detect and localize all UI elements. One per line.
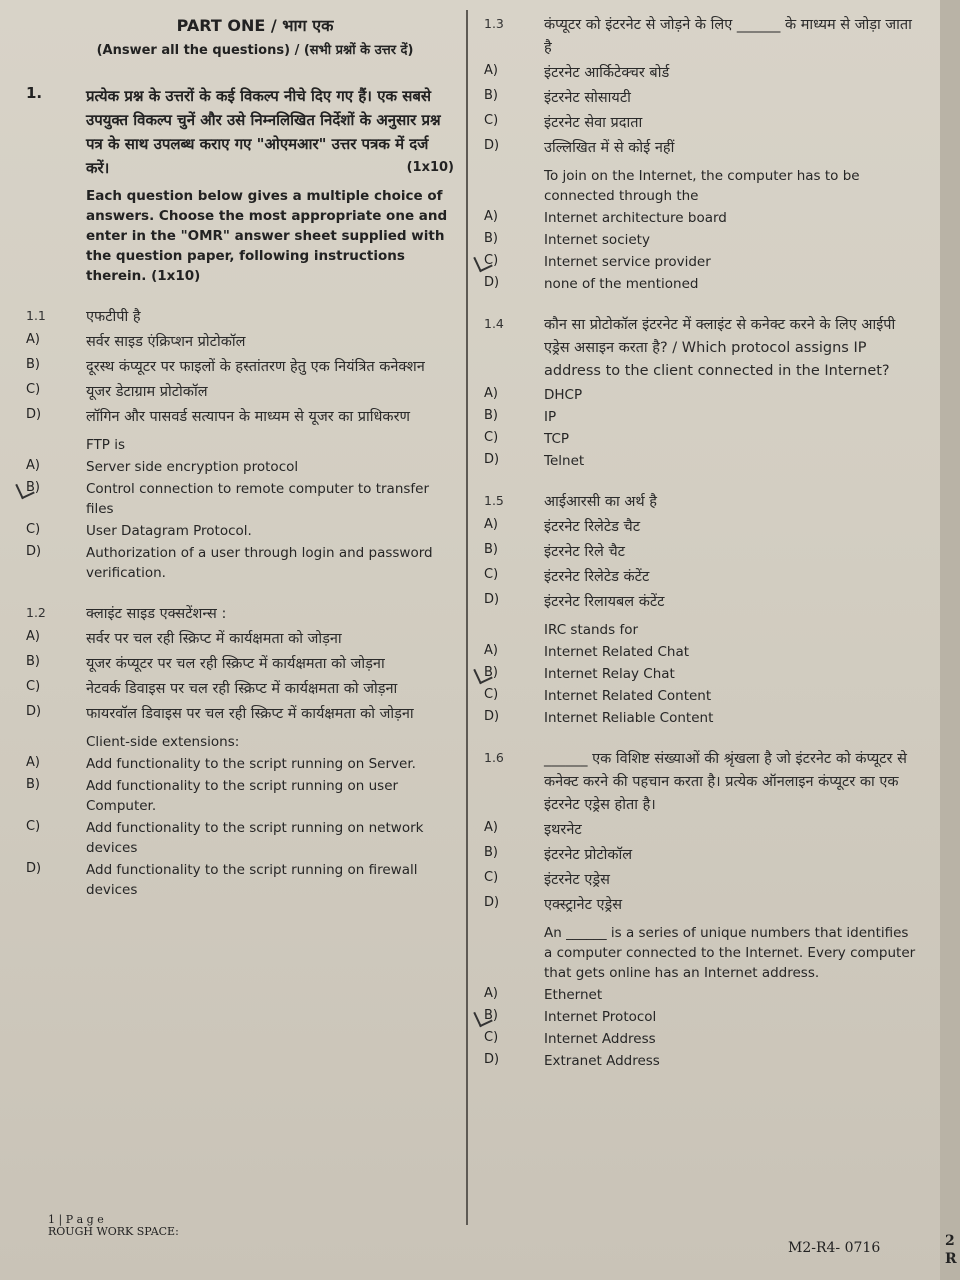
- option-letter: A): [484, 209, 498, 224]
- page-footer: [48, 1214, 179, 1238]
- question-hindi: एफटीपी है: [86, 309, 141, 325]
- option-english-c: [484, 686, 916, 706]
- option-text: इंटरनेट रिले चैट: [544, 544, 625, 560]
- option-text: Telnet: [544, 453, 585, 469]
- option-hindi-d: [484, 591, 916, 614]
- option-letter: D): [484, 138, 500, 153]
- option-b: [484, 407, 916, 427]
- option-hindi-a: [26, 628, 454, 651]
- option-text: इंटरनेट सेवा प्रदाता: [544, 115, 643, 131]
- option-text: DHCP: [544, 387, 583, 403]
- option-text: Internet Protocol: [544, 1009, 657, 1025]
- question-1-5: [484, 491, 916, 728]
- column-divider: [466, 10, 468, 1225]
- option-hindi-b: [26, 653, 454, 676]
- option-letter: B): [484, 88, 498, 103]
- option-english-d: [26, 543, 454, 583]
- question-number: 1.5: [484, 493, 504, 508]
- option-c: [484, 429, 916, 449]
- instruction-hindi-text: प्रत्येक प्रश्न के उत्तरों के कई विकल्प नीचे दिए गए हैं। एक सबसे उपयुक्त विकल्प चुनें और उसे निम्नलिखित निर्देशों के अनुसार प्रश्न पत्र के साथ उपलब्ध कराए गए "ओएमआर" उत्तर पत्रक में दर्ज करें।: [86, 87, 441, 177]
- option-hindi-b: [484, 541, 916, 564]
- question-hindi: क्लाइंट साइड एक्सटेंशन्स :: [86, 606, 227, 622]
- option-letter: A): [484, 643, 498, 658]
- right-column: [484, 14, 916, 1071]
- option-text: Add functionality to the script running on user Computer.: [86, 778, 399, 814]
- option-hindi-b: [484, 87, 916, 110]
- instruction-block: [26, 84, 454, 286]
- question-english: IRC stands for: [544, 622, 639, 638]
- option-text: लॉगिन और पासवर्ड सत्यापन के माध्यम से यूजर का प्राधिकरण: [86, 409, 410, 425]
- paper-code: M2-R4- 0716: [788, 1240, 881, 1256]
- next-page-fragment-2: R: [945, 1251, 957, 1267]
- option-english-a: [26, 754, 454, 774]
- option-text: Internet Relay Chat: [544, 666, 675, 682]
- question-bilingual: कौन सा प्रोटोकॉल इंटरनेट में क्लाइंट से कनेक्ट करने के लिए आईपी एड्रेस असाइन करता है? / Which protocol assigns IP address to the client connected in the Internet?: [544, 317, 896, 379]
- option-text: दूरस्थ कंप्यूटर पर फाइलों के हस्तांतरण हेतु एक नियंत्रित कनेक्शन: [86, 359, 425, 375]
- option-english-c: [484, 1029, 916, 1049]
- option-letter: A): [484, 820, 498, 835]
- option-hindi-c: [26, 678, 454, 701]
- rough-work-label: ROUGH WORK SPACE:: [48, 1225, 179, 1238]
- page-number: 1 | P a g e: [48, 1213, 104, 1226]
- option-letter: C): [26, 679, 41, 694]
- option-hindi-c: [484, 566, 916, 589]
- option-text: Add functionality to the script running on network devices: [86, 820, 424, 856]
- option-letter: A): [484, 986, 498, 1001]
- option-text: Add functionality to the script running on firewall devices: [86, 862, 418, 898]
- question-number: 1.6: [484, 750, 504, 765]
- option-text: इंटरनेट रिलायबल कंटेंट: [544, 594, 665, 610]
- option-text: Add functionality to the script running on Server.: [86, 756, 416, 772]
- question-1-1: [26, 306, 454, 583]
- option-hindi-c: [484, 869, 916, 892]
- option-text: Internet service provider: [544, 254, 711, 270]
- option-letter: D): [484, 275, 500, 290]
- question-number: 1.1: [26, 308, 46, 323]
- option-hindi-d: [26, 703, 454, 726]
- option-text: इंटरनेट प्रोटोकॉल: [544, 847, 633, 863]
- option-letter: D): [484, 1052, 500, 1067]
- option-letter: B): [484, 845, 498, 860]
- instruction-hindi: [86, 84, 454, 180]
- option-text: Internet Reliable Content: [544, 710, 714, 726]
- option-text: यूजर डेटाग्राम प्रोटोकॉल: [86, 384, 208, 400]
- option-english-d: [26, 860, 454, 900]
- option-text: इंटरनेट रिलेटेड कंटेंट: [544, 569, 650, 585]
- option-text: Internet society: [544, 232, 650, 248]
- question-1-6: [484, 748, 916, 1071]
- option-english-a: [26, 457, 454, 477]
- option-text: सर्वर साइड एंक्रिप्शन प्रोटोकॉल: [86, 334, 246, 350]
- option-hindi-b: [484, 844, 916, 867]
- option-text: इथरनेट: [544, 822, 582, 838]
- part-subtitle: (Answer all the questions) / (सभी प्रश्नों के उत्तर दें): [96, 43, 414, 58]
- option-english-b: [484, 1007, 916, 1027]
- option-text: Ethernet: [544, 987, 603, 1003]
- option-english-d: [484, 1051, 916, 1071]
- option-english-a: [484, 208, 916, 228]
- question-1-2: [26, 603, 454, 900]
- question-hindi: ______ एक विशिष्ट संख्याओं की श्रृंखला है जो इंटरनेट को कंप्यूटर से कनेक्ट करने की पहचान करता है। प्रत्येक ऑनलाइन कंप्यूटर का एक इंटरनेट एड्रेस होता है।: [544, 751, 907, 813]
- option-letter: C): [484, 567, 499, 582]
- option-text: Internet Address: [544, 1031, 656, 1047]
- option-letter: C): [26, 819, 41, 834]
- instruction-number: 1.: [26, 84, 43, 102]
- instruction-marks: (1x10): [406, 160, 454, 175]
- option-d: [484, 451, 916, 471]
- instruction-english: Each question below gives a multiple choice of answers. Choose the most appropriate one and enter in the "OMR" answer sheet supplied with the question paper, following instructions therein. (1x10): [86, 188, 448, 284]
- option-hindi-b: [26, 356, 454, 379]
- option-hindi-a: [26, 331, 454, 354]
- next-page-fragment: 2: [945, 1233, 955, 1249]
- option-text: एक्स्ट्रानेट एड्रेस: [544, 897, 623, 913]
- option-a: [484, 385, 916, 405]
- option-english-d: [484, 708, 916, 728]
- option-letter: C): [26, 382, 41, 397]
- option-text: Internet Related Content: [544, 688, 712, 704]
- option-text: Control connection to remote computer to transfer files: [86, 481, 430, 517]
- option-english-b: [26, 776, 454, 816]
- question-hindi: कंप्यूटर को इंटरनेट से जोड़ने के लिए ______ के माध्यम से जोड़ा जाता है: [544, 17, 912, 56]
- option-text: यूजर कंप्यूटर पर चल रही स्क्रिप्ट में कार्यक्षमता को जोड़ना: [86, 656, 385, 672]
- option-letter: A): [26, 458, 40, 473]
- option-letter: D): [484, 592, 500, 607]
- option-english-a: [484, 985, 916, 1005]
- option-letter: B): [26, 479, 86, 495]
- option-letter: B): [26, 654, 40, 669]
- part-title: PART ONE / भाग एक: [176, 16, 334, 35]
- option-letter: A): [484, 386, 498, 401]
- question-english: An ______ is a series of unique numbers that identifies a computer connected to the Internet. Every computer that gets online has an Internet address.: [544, 925, 916, 981]
- option-text: Internet architecture board: [544, 210, 727, 226]
- option-letter: B): [484, 664, 544, 680]
- option-english-b: [26, 479, 454, 519]
- option-hindi-a: [484, 516, 916, 539]
- page-header: [56, 14, 454, 58]
- next-page-edge: [940, 0, 960, 1280]
- option-hindi-d: [26, 406, 454, 429]
- option-text: इंटरनेट आर्किटेक्चर बोर्ड: [544, 65, 670, 81]
- option-text: इंटरनेट सोसायटी: [544, 90, 631, 106]
- option-english-c: [26, 521, 454, 541]
- option-letter: D): [484, 709, 500, 724]
- option-letter: C): [26, 522, 41, 537]
- option-letter: B): [26, 357, 40, 372]
- option-text: Internet Related Chat: [544, 644, 690, 660]
- option-letter: C): [484, 1030, 499, 1045]
- option-letter: A): [484, 517, 498, 532]
- option-hindi-d: [484, 137, 916, 160]
- option-english-b: [484, 230, 916, 250]
- option-letter: B): [484, 542, 498, 557]
- option-text: Server side encryption protocol: [86, 459, 299, 475]
- question-1-3: [484, 14, 916, 294]
- option-english-d: [484, 274, 916, 294]
- option-text: इंटरनेट रिलेटेड चैट: [544, 519, 641, 535]
- option-text: फायरवॉल डिवाइस पर चल रही स्क्रिप्ट में कार्यक्षमता को जोड़ना: [86, 706, 414, 722]
- option-english-a: [484, 642, 916, 662]
- option-letter: D): [26, 407, 42, 422]
- option-letter: B): [484, 408, 498, 423]
- question-english: Client-side extensions:: [86, 734, 240, 750]
- option-hindi-c: [484, 112, 916, 135]
- option-hindi-a: [484, 819, 916, 842]
- option-letter: C): [484, 252, 544, 268]
- option-text: सर्वर पर चल रही स्क्रिप्ट में कार्यक्षमता को जोड़ना: [86, 631, 342, 647]
- option-text: Authorization of a user through login and password verification.: [86, 545, 433, 581]
- left-column: [26, 14, 454, 900]
- option-text: इंटरनेट एड्रेस: [544, 872, 610, 888]
- option-letter: D): [26, 544, 42, 559]
- option-letter: A): [26, 755, 40, 770]
- option-text: User Datagram Protocol.: [86, 523, 252, 539]
- question-number: 1.3: [484, 16, 504, 31]
- option-letter: D): [26, 704, 42, 719]
- question-1-4: [484, 314, 916, 471]
- option-letter: D): [484, 452, 500, 467]
- option-letter: C): [484, 870, 499, 885]
- option-letter: A): [26, 629, 40, 644]
- option-english-b: [484, 664, 916, 684]
- option-letter: D): [26, 861, 42, 876]
- question-english: To join on the Internet, the computer has to be connected through the: [544, 168, 860, 204]
- option-letter: B): [484, 1007, 544, 1023]
- option-text: नेटवर्क डिवाइस पर चल रही स्क्रिप्ट में कार्यक्षमता को जोड़ना: [86, 681, 398, 697]
- option-text: TCP: [544, 431, 570, 447]
- option-english-c: [26, 818, 454, 858]
- option-letter: B): [484, 231, 498, 246]
- next-page-number: [945, 1232, 957, 1268]
- question-english: FTP is: [86, 437, 125, 453]
- option-letter: C): [484, 430, 499, 445]
- option-hindi-d: [484, 894, 916, 917]
- option-hindi-c: [26, 381, 454, 404]
- option-letter: C): [484, 687, 499, 702]
- option-text: Extranet Address: [544, 1053, 660, 1069]
- option-letter: A): [26, 332, 40, 347]
- option-text: none of the mentioned: [544, 276, 699, 292]
- option-letter: C): [484, 113, 499, 128]
- option-hindi-a: [484, 62, 916, 85]
- option-letter: B): [26, 777, 40, 792]
- question-number: 1.4: [484, 316, 504, 331]
- option-english-c: [484, 252, 916, 272]
- option-text: IP: [544, 409, 557, 425]
- option-text: उल्लिखित में से कोई नहीं: [544, 140, 675, 156]
- option-letter: D): [484, 895, 500, 910]
- option-letter: A): [484, 63, 498, 78]
- question-number: 1.2: [26, 605, 46, 620]
- question-hindi: आईआरसी का अर्थ है: [544, 494, 658, 510]
